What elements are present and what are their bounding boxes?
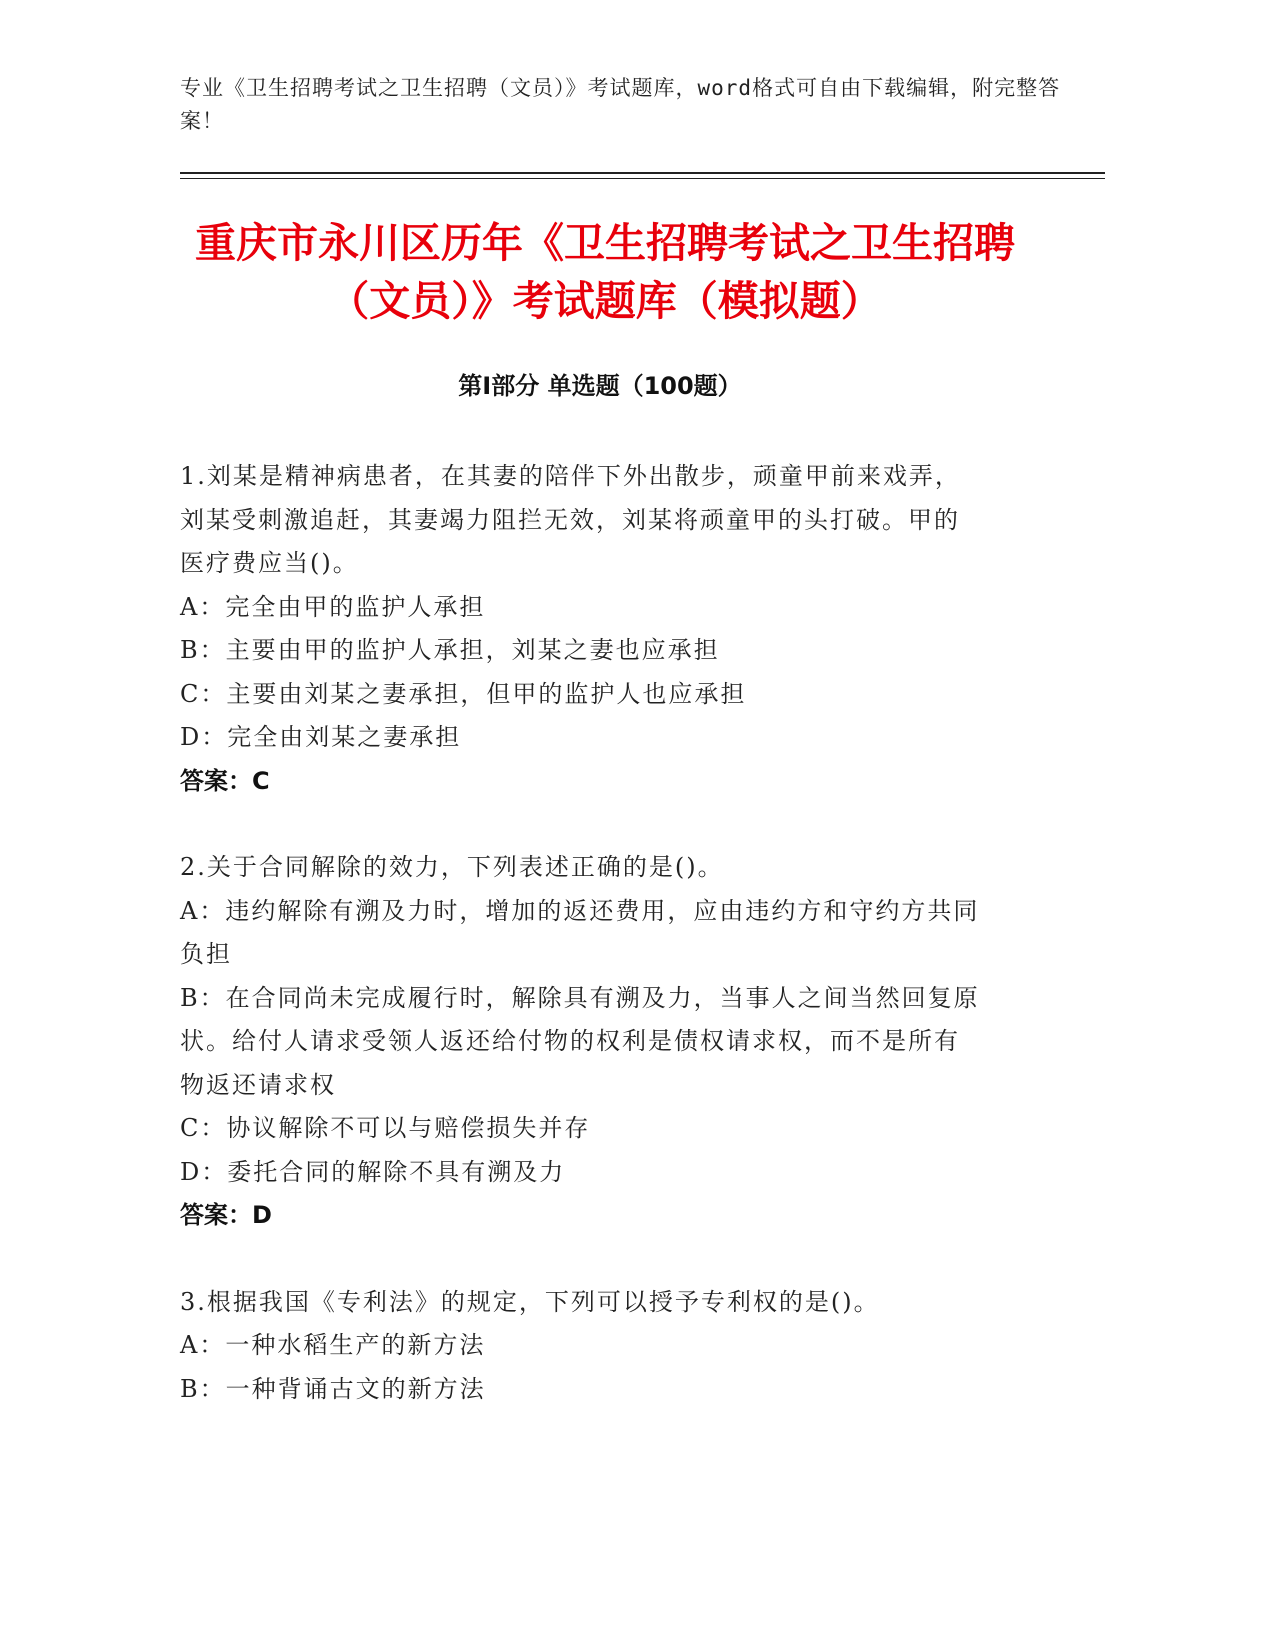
option-a: A：一种水稻生产的新方法 xyxy=(180,1331,486,1359)
header-note: 专业《卫生招聘考试之卫生招聘（文员）》考试题库，word格式可自由下载编辑，附完整答案！ xyxy=(180,76,1061,133)
question-stem-line: 1.刘某是精神病患者，在其妻的陪伴下外出散步，顽童甲前来戏弄， xyxy=(180,462,961,490)
question-stem-line: 医疗费应当()。 xyxy=(180,549,359,577)
question-spacer xyxy=(180,1238,1040,1281)
answer-line: 答案：D xyxy=(180,1201,272,1229)
question-block xyxy=(180,846,1040,1238)
question-stem-line: 刘某受刺激追赶，其妻竭力阻拦无效，刘某将顽童甲的头打破。甲的 xyxy=(180,505,960,534)
option-b: B：一种背诵古文的新方法 xyxy=(180,1374,486,1403)
option-a: A：违约解除有溯及力时，增加的返还费用，应由违约方和守约方共同 xyxy=(180,896,980,925)
option-b-continued: 状。给付人请求受领人返还给付物的权利是债权请求权，而不是所有 xyxy=(180,1027,960,1055)
option-b: B：在合同尚未完成履行时，解除具有溯及力，当事人之间当然回复原 xyxy=(180,983,980,1012)
option-b-continued: 物返还请求权 xyxy=(180,1070,336,1099)
question-list xyxy=(180,455,1040,1411)
document-title: 重庆市永川区历年《卫生招聘考试之卫生招聘（文员）》考试题库（模拟题） xyxy=(195,219,1015,325)
option-d: D：委托合同的解除不具有溯及力 xyxy=(180,1157,566,1186)
question-stem-line: 3.根据我国《专利法》的规定，下列可以授予专利权的是()。 xyxy=(180,1287,880,1316)
question-block xyxy=(180,455,1040,803)
option-a: A：完全由甲的监护人承担 xyxy=(180,592,486,621)
header-rule-thick xyxy=(180,172,1105,174)
answer-line: 答案：C xyxy=(180,766,270,795)
option-c: C：协议解除不可以与赔偿损失并存 xyxy=(180,1114,591,1142)
question-block xyxy=(180,1281,1040,1412)
header-rule-thin xyxy=(180,178,1105,179)
option-b: B：主要由甲的监护人承担，刘某之妻也应承担 xyxy=(180,636,720,664)
question-spacer xyxy=(180,803,1040,846)
option-c: C：主要由刘某之妻承担，但甲的监护人也应承担 xyxy=(180,679,747,708)
option-a-continued: 负担 xyxy=(180,940,232,968)
option-d: D：完全由刘某之妻承担 xyxy=(180,723,462,751)
section-heading: 第Ⅰ部分 单选题（100题） xyxy=(458,372,742,400)
question-stem-line: 2.关于合同解除的效力，下列表述正确的是()。 xyxy=(180,853,724,881)
